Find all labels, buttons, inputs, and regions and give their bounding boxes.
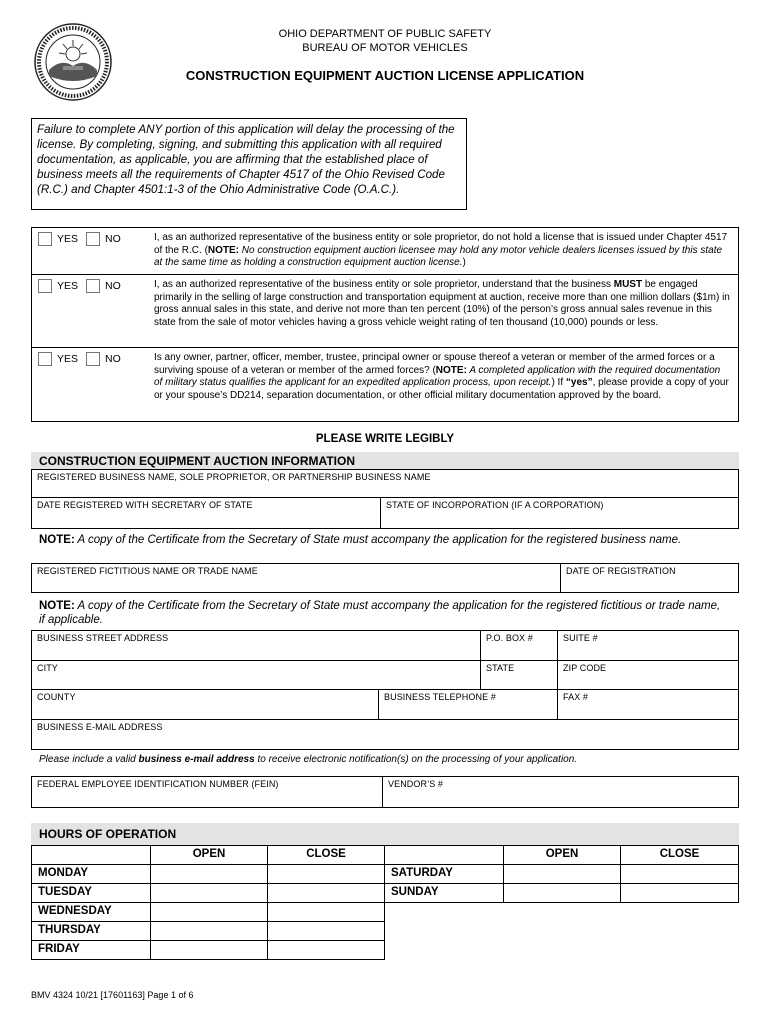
yes-label: YES: [57, 280, 79, 292]
day-label: MONDAY: [31, 864, 151, 884]
question-row: [31, 275, 739, 348]
yes-checkbox[interactable]: [38, 352, 52, 366]
fein-field[interactable]: FEDERAL EMPLOYEE IDENTIFICATION NUMBER (FEIN): [31, 776, 383, 808]
street-address-field[interactable]: BUSINESS STREET ADDRESS: [31, 630, 481, 661]
open-time-input[interactable]: [150, 864, 268, 884]
note-fictitious-name: NOTE: A copy of the Certificate from the Secretary of State must accompany the application for the registered fictitious or trade name, if applicable.: [39, 600, 721, 626]
ohio-seal-logo: [33, 22, 113, 102]
po-box-field[interactable]: P.O. BOX #: [480, 630, 558, 661]
business-telephone-field[interactable]: BUSINESS TELEPHONE #: [378, 689, 558, 720]
no-label: NO: [105, 233, 121, 245]
city-field[interactable]: CITY: [31, 660, 481, 690]
no-label: NO: [105, 353, 121, 365]
county-field[interactable]: COUNTY: [31, 689, 379, 720]
state-field[interactable]: STATE: [480, 660, 558, 690]
no-checkbox[interactable]: [86, 232, 100, 246]
yes-checkbox[interactable]: [38, 279, 52, 293]
open-time-input[interactable]: [503, 864, 621, 884]
question-row: [31, 227, 739, 275]
form-title: CONSTRUCTION EQUIPMENT AUCTION LICENSE APPLICATION: [185, 68, 585, 83]
date-registered-sos-field[interactable]: DATE REGISTERED WITH SECRETARY OF STATE: [31, 497, 381, 529]
fax-field[interactable]: FAX #: [557, 689, 739, 720]
day-label: THURSDAY: [31, 921, 151, 941]
fictitious-name-field[interactable]: REGISTERED FICTITIOUS NAME OR TRADE NAME: [31, 563, 561, 593]
email-note: Please include a valid business e-mail address to receive electronic notification(s) on the processing of your application.: [39, 754, 578, 765]
close-time-input[interactable]: [620, 883, 739, 903]
question-row: [31, 348, 739, 422]
close-time-input[interactable]: [267, 902, 385, 922]
section-title: CONSTRUCTION EQUIPMENT AUCTION INFORMATION: [31, 452, 739, 469]
no-checkbox[interactable]: [86, 352, 100, 366]
close-time-input[interactable]: [267, 940, 385, 960]
business-email-field[interactable]: BUSINESS E-MAIL ADDRESS: [31, 719, 739, 750]
yes-label: YES: [57, 353, 79, 365]
hours-header-blank: [31, 845, 151, 865]
yes-label: YES: [57, 233, 79, 245]
hours-header-blank: [384, 845, 504, 865]
open-time-input[interactable]: [150, 902, 268, 922]
intro-notice: Failure to complete ANY portion of this application will delay the processing of the license. By completing, signing, and submitting this application with all required documentation, as applicable, you are affirming that the established place of business meets all the requirements of Chapter 4517 of the Ohio Revised Code (R.C.) and Chapter 4501:1-3 of the Ohio Administrative Code (O.A.C.).: [31, 118, 467, 210]
state-incorporation-field[interactable]: STATE OF INCORPORATION (IF A CORPORATION): [380, 497, 739, 529]
day-label: SUNDAY: [384, 883, 504, 903]
bureau-name: BUREAU OF MOTOR VEHICLES: [302, 42, 468, 54]
hours-section-title: HOURS OF OPERATION: [31, 823, 739, 845]
close-time-input[interactable]: [267, 864, 385, 884]
open-time-input[interactable]: [150, 940, 268, 960]
business-name-field[interactable]: REGISTERED BUSINESS NAME, SOLE PROPRIETOR, OR PARTNERSHIP BUSINESS NAME: [31, 469, 739, 498]
please-write-legibly: PLEASE WRITE LEGIBLY: [315, 433, 455, 445]
question-text: Is any owner, partner, officer, member, trustee, principal owner or spouse thereof a veteran or member of the armed forces or a surviving spouse of a veteran or member of the armed forces? (NOTE: A completed application with the required documentation of military status qualifies the applicant for an expedited application process, upon receipt.) If “yes”, please provide a copy of your or your spouse’s DD214, separation documentation, or other official military documentation approved by the board.: [154, 352, 729, 401]
department-name: OHIO DEPARTMENT OF PUBLIC SAFETY: [278, 28, 492, 40]
close-time-input[interactable]: [620, 864, 739, 884]
close-time-input[interactable]: [267, 921, 385, 941]
open-time-input[interactable]: [150, 921, 268, 941]
suite-field[interactable]: SUITE #: [557, 630, 739, 661]
yes-checkbox[interactable]: [38, 232, 52, 246]
close-header: CLOSE: [620, 845, 739, 865]
zip-code-field[interactable]: ZIP CODE: [557, 660, 739, 690]
close-time-input[interactable]: [267, 883, 385, 903]
day-label: SATURDAY: [384, 864, 504, 884]
open-header: OPEN: [150, 845, 268, 865]
form-footer: BMV 4324 10/21 [17601163] Page 1 of 6: [31, 990, 194, 1000]
close-header: CLOSE: [267, 845, 385, 865]
no-checkbox[interactable]: [86, 279, 100, 293]
day-label: TUESDAY: [31, 883, 151, 903]
day-label: WEDNESDAY: [31, 902, 151, 922]
vendor-number-field[interactable]: VENDOR’S #: [382, 776, 739, 808]
question-text: I, as an authorized representative of the business entity or sole proprietor, do not hold a license that is issued under Chapter 4517 of the R.C. (NOTE: No construction equipment auction licensee may hold any motor vehicle dealers licenses issued by this state at the same time as holding a construction equipment auction license.): [154, 232, 728, 269]
open-time-input[interactable]: [503, 883, 621, 903]
note-business-name: NOTE: A copy of the Certificate from the Secretary of State must accompany the application for the registered business name.: [39, 534, 682, 546]
day-label: FRIDAY: [31, 940, 151, 960]
no-label: NO: [105, 280, 121, 292]
question-text: I, as an authorized representative of the business entity or sole proprietor, understand that the business MUST be engaged primarily in the selling of large construction and transportation equipment at auction, receive more than one million dollars ($1m) in gross annual sales in this state, and derive not more than ten percent (10%) of the person’s gross annual sales revenue in this state from the sale of motor vehicles having a gross vehicle weight rating of ten thousand (10,000) pounds or less.: [154, 279, 730, 328]
open-header: OPEN: [503, 845, 621, 865]
date-of-registration-field[interactable]: DATE OF REGISTRATION: [560, 563, 739, 593]
open-time-input[interactable]: [150, 883, 268, 903]
